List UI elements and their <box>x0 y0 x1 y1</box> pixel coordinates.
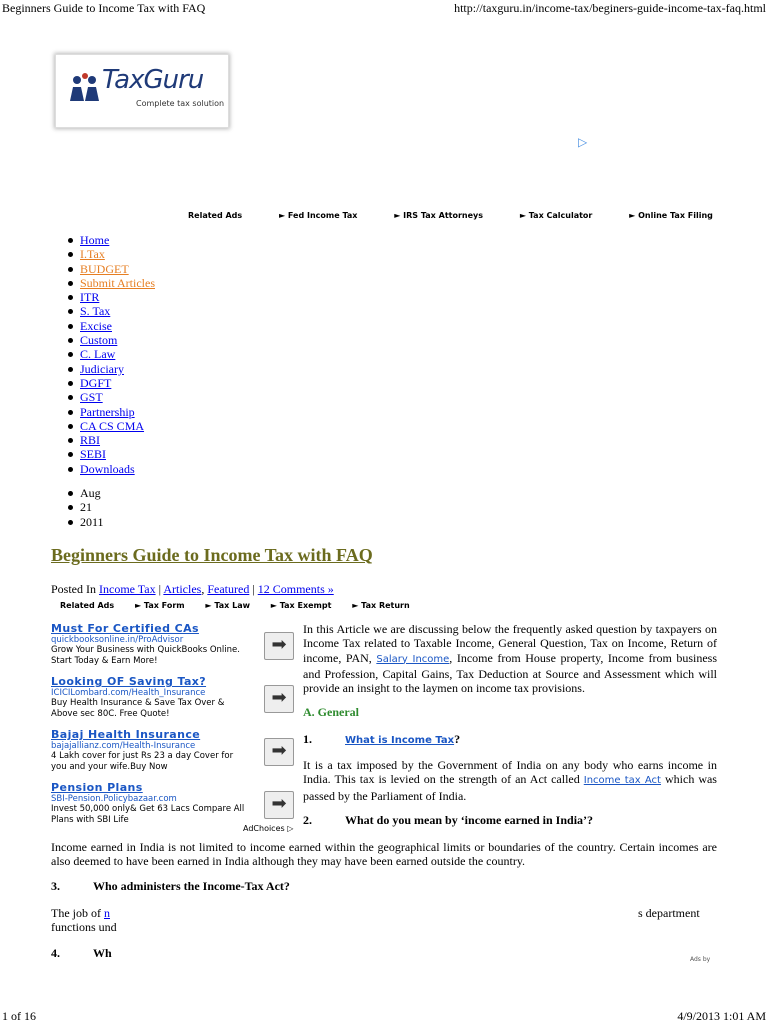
nav-item <box>66 347 155 361</box>
salary-income-link[interactable]: Salary Income <box>376 653 450 665</box>
separator: | <box>155 582 164 596</box>
adchoices-triangle-icon[interactable]: ▷ <box>578 135 588 149</box>
nav-item <box>66 376 155 390</box>
category-income-tax[interactable]: Income Tax <box>99 582 156 596</box>
income-tax-link[interactable]: What is Income Tax <box>345 735 455 746</box>
question-number: 4. <box>51 946 60 960</box>
site-logo[interactable] <box>55 54 229 128</box>
article-title[interactable]: Beginners Guide to Income Tax with FAQ <box>51 545 373 565</box>
logo-text: TaxGuru <box>102 65 204 95</box>
nav-link[interactable]: Downloads <box>80 461 135 476</box>
intro-text: , Income from House property, Income from business and Profession, Capital Gains, Tax Deduction at Source and Assessment which will provide an insight to the laymen on income tax provisions. <box>303 650 718 696</box>
nav-item <box>66 462 155 476</box>
ad-url[interactable]: SBI-Pension.Policybazaar.com <box>51 794 177 804</box>
arrow-right-icon[interactable]: ➡ <box>264 791 294 819</box>
nav-item <box>66 290 155 304</box>
nav-link[interactable]: S. Tax <box>80 304 111 319</box>
intro-text: In this Article we are discussing below the frequently asked question by taxpayers on Income Tax related to Taxable Income, General Question, Tax on Income, Return of income, PAN, <box>303 622 717 665</box>
related-ad-link[interactable]: ► Online Tax Filing <box>629 211 713 220</box>
nav-link[interactable]: C. Law <box>80 347 116 362</box>
main-nav <box>66 233 155 476</box>
section-heading: A. General <box>303 705 359 719</box>
page-number: 1 of 16 <box>2 1009 36 1023</box>
nav-item <box>66 447 155 461</box>
answer-text: It is a tax imposed by the Government of India on any body who earns income in India. This tax is levied on the strength of an Act called <box>303 758 717 787</box>
arrow-right-icon[interactable]: ➡ <box>264 632 294 660</box>
logo-tagline: Complete tax solution <box>136 99 225 108</box>
arrow-right-icon[interactable]: ➡ <box>264 685 294 713</box>
separator: , <box>201 582 208 596</box>
nav-link[interactable]: BUDGET <box>80 261 129 276</box>
ad-unit[interactable] <box>51 675 296 728</box>
related-ad-link[interactable]: ► Tax Return <box>352 601 410 610</box>
nav-link[interactable]: GST <box>80 390 103 405</box>
nav-item <box>66 262 155 276</box>
article-intro <box>303 622 717 695</box>
nav-link[interactable]: DGFT <box>80 375 112 390</box>
question-4 <box>51 946 112 960</box>
nav-link[interactable]: I.Tax <box>80 247 105 262</box>
nav-link[interactable]: Submit Articles <box>80 275 155 290</box>
posted-prefix: Posted In <box>51 582 99 596</box>
answer-3-start <box>51 906 110 920</box>
answer-3-link[interactable]: n <box>104 906 110 920</box>
nav-item <box>66 433 155 447</box>
ad-unit[interactable] <box>51 622 296 675</box>
logo-people-icon <box>68 71 102 105</box>
nav-item <box>66 247 155 261</box>
ad-unit[interactable] <box>51 728 296 781</box>
related-ad-link[interactable]: ► IRS Tax Attorneys <box>394 211 484 220</box>
ad-block <box>51 622 296 834</box>
related-ads-mid <box>60 601 410 610</box>
answer-3-line2: functions und <box>51 920 117 934</box>
nav-item <box>66 304 155 318</box>
nav-item <box>66 333 155 347</box>
print-datetime: 4/9/2013 1:01 AM <box>677 1009 766 1023</box>
answer-text: The job of <box>51 906 104 920</box>
nav-item <box>66 276 155 290</box>
page-header-title: Beginners Guide to Income Tax with FAQ <box>2 1 206 15</box>
question-1 <box>303 732 460 747</box>
category-articles[interactable]: Articles <box>163 582 202 596</box>
post-date <box>66 486 104 529</box>
nav-item <box>66 390 155 404</box>
ad-description: Invest 50,000 only& Get 63 Lacs Compare All Plans with SBI Life <box>51 804 245 825</box>
related-ad-link[interactable]: ► Fed Income Tax <box>278 211 358 220</box>
ad-description: Buy Health Insurance & Save Tax Over & Above sec 80C. Free Quote! <box>51 698 225 719</box>
ad-description: Grow Your Business with QuickBooks Online. Start Today & Earn More! <box>51 645 240 666</box>
comments-link[interactable]: 12 Comments » <box>257 582 334 596</box>
answer-2: Income earned in India is not limited to income earned within the geographical limits or boundaries of the country. Certain incomes are also deemed to have been earned in India although they may have been earned outside the country. <box>51 840 717 869</box>
related-ads-top <box>188 211 718 219</box>
nav-item <box>66 319 155 333</box>
question-suffix: ? <box>454 732 461 746</box>
adchoices-link[interactable]: AdChoices ▷ <box>243 824 294 833</box>
nav-item <box>66 233 155 247</box>
nav-link[interactable]: ITR <box>80 290 100 305</box>
date-month: Aug <box>66 486 104 500</box>
nav-link[interactable]: Judiciary <box>80 361 124 376</box>
ad-title[interactable]: Bajaj Health Insurance <box>51 728 201 741</box>
related-ad-link[interactable]: ► Tax Form <box>134 601 185 610</box>
related-ad-link[interactable]: ► Tax Exempt <box>270 601 332 610</box>
related-ad-link[interactable]: ► Tax Law <box>205 601 250 610</box>
answer-1 <box>303 758 717 803</box>
related-ads-label: Related Ads <box>60 601 115 610</box>
nav-link[interactable]: Partnership <box>80 404 135 419</box>
nav-item <box>66 419 155 433</box>
nav-item <box>66 362 155 376</box>
ad-description: 4 Lakh cover for just Rs 23 a day Cover for you and your wife.Buy Now <box>51 751 234 772</box>
nav-link[interactable]: CA CS CMA <box>80 418 145 433</box>
question-2 <box>303 813 593 828</box>
question-text: Wh <box>93 946 112 960</box>
income-tax-act-link[interactable]: Income tax Act <box>583 775 661 787</box>
question-text: What do you mean by ‘income earned in India’? <box>345 813 594 827</box>
category-featured[interactable]: Featured <box>207 582 250 596</box>
ad-title[interactable]: Pension Plans <box>51 781 143 794</box>
nav-link[interactable]: RBI <box>80 433 101 448</box>
question-number: 2. <box>303 813 312 827</box>
date-year: 2011 <box>66 515 104 529</box>
related-ads-label: Related Ads <box>188 211 243 220</box>
nav-link[interactable]: Home <box>80 233 110 247</box>
ads-by-label: Ads by <box>690 956 711 963</box>
answer-text: which was passed by the Parliament of India. <box>303 772 717 803</box>
nav-item <box>66 405 155 419</box>
question-3 <box>51 879 290 894</box>
nav-link[interactable]: Custom <box>80 333 118 348</box>
date-day: 21 <box>66 500 104 514</box>
question-number: 3. <box>51 879 60 893</box>
ad-title[interactable]: Looking OF Saving Tax? <box>51 675 207 688</box>
ad-url[interactable]: bajajallianz.com/Health-Insurance <box>51 741 196 751</box>
answer-3-right: s department <box>638 906 700 920</box>
ad-title[interactable]: Must For Certified CAs <box>51 622 199 635</box>
related-ad-link[interactable]: ► Tax Calculator <box>519 211 593 220</box>
nav-link[interactable]: Excise <box>80 318 112 333</box>
separator: | <box>249 582 258 596</box>
nav-link[interactable]: SEBI <box>80 447 107 462</box>
arrow-right-icon[interactable]: ➡ <box>264 738 294 766</box>
ad-url[interactable]: ICICILombard.com/Health_Insurance <box>51 688 206 698</box>
page-header-url: http://taxguru.in/income-tax/beginers-guide-income-tax-faq.html <box>454 1 766 15</box>
question-text: Who administers the Income-Tax Act? <box>93 879 290 893</box>
ad-url[interactable]: quickbooksonline.in/ProAdvisor <box>51 635 184 645</box>
question-number: 1. <box>303 732 312 746</box>
posted-in <box>51 582 334 597</box>
